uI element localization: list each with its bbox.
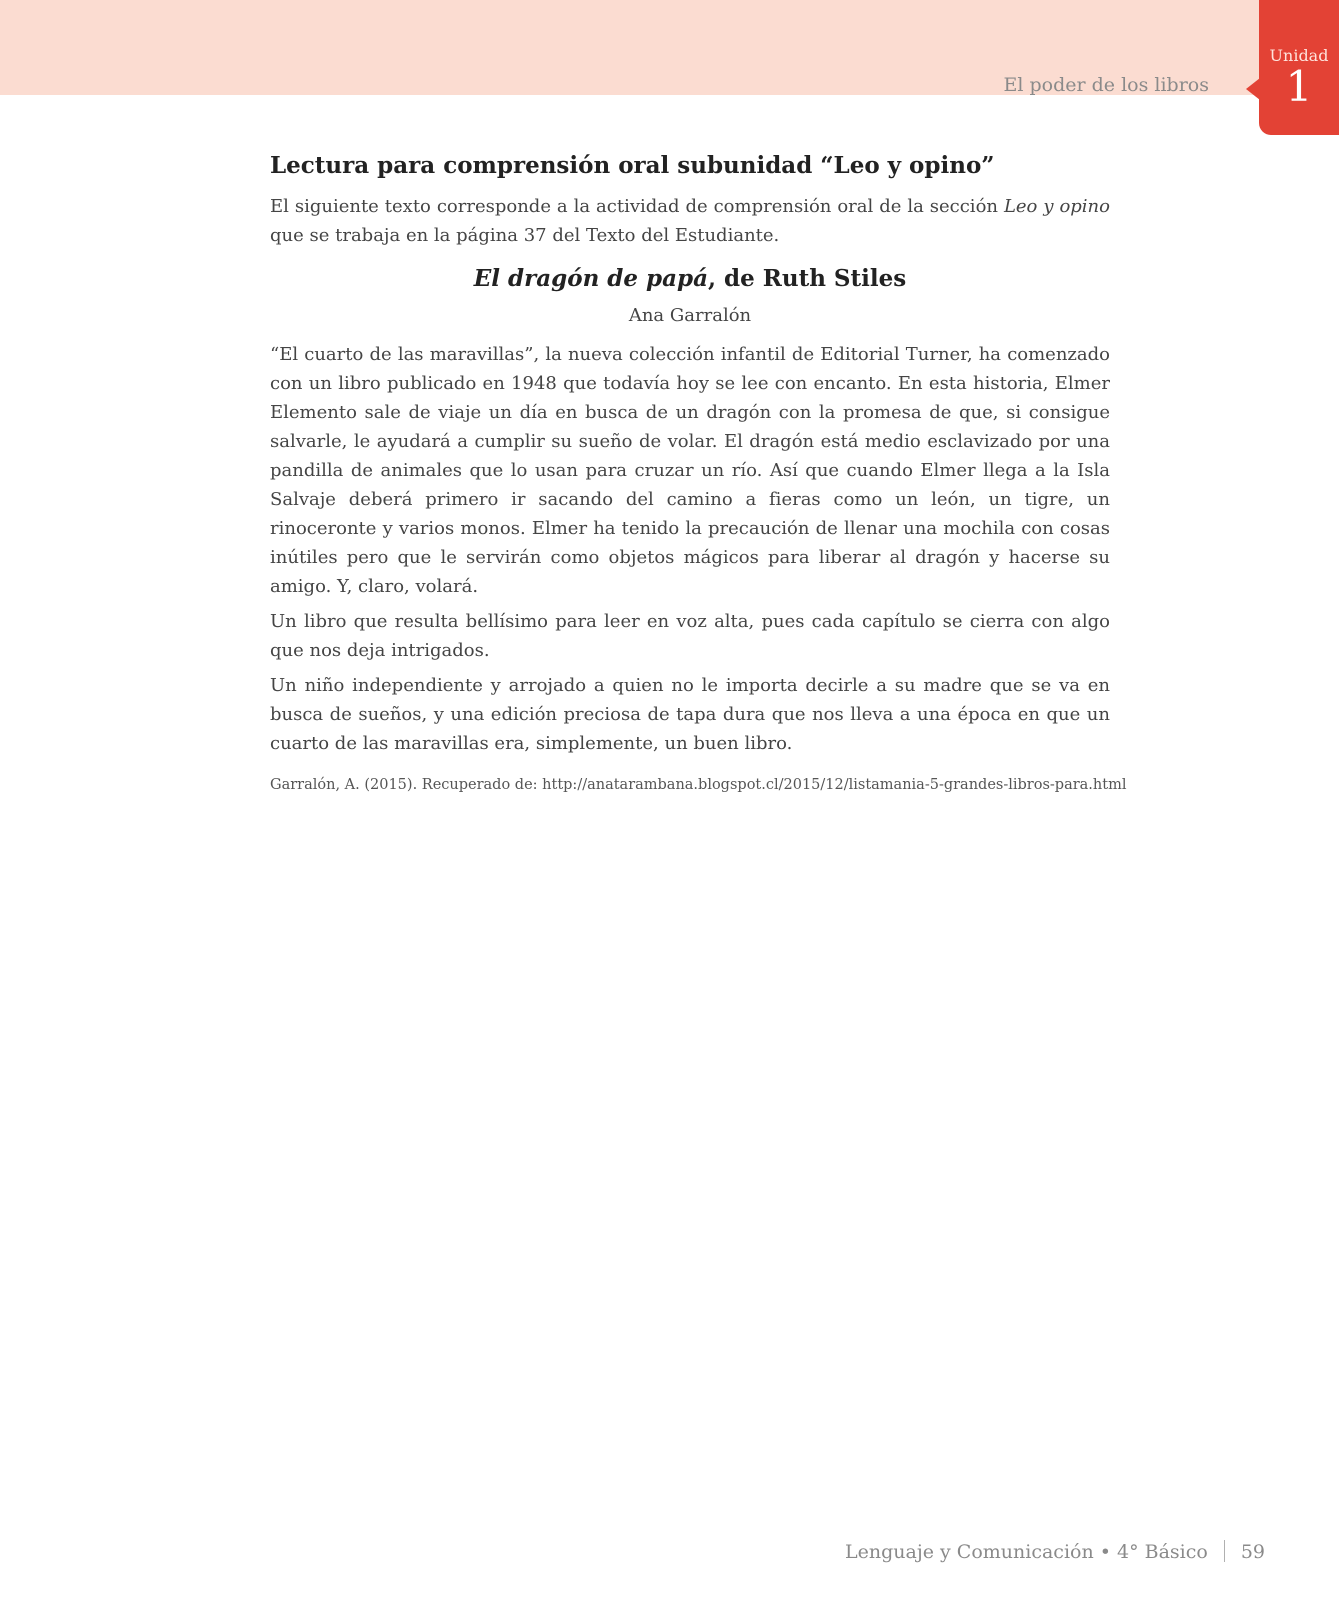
page-number: 59: [1240, 1541, 1265, 1563]
intro-section-name: Leo y opino: [1003, 196, 1110, 217]
footer-subject: Lenguaje y Comunicación • 4° Básico: [845, 1541, 1208, 1563]
unit-tab: [1259, 0, 1339, 135]
section-intro: [270, 192, 1110, 250]
story-title-book: El dragón de papá: [473, 265, 708, 292]
story-title-rest: , de Ruth Stiles: [708, 265, 907, 292]
story-author: Ana Garralón: [628, 305, 752, 326]
source-citation: Garralón, A. (2015). Recuperado de: http://anatarambana.blogspot.cl/2015/12/listamania-5-grandes-libros-para.html: [270, 777, 1127, 793]
footer-divider: [1224, 1540, 1225, 1562]
intro-text-after: que se trabaja en la página 37 del Texto del Estudiante.: [270, 225, 780, 246]
chapter-title: El poder de los libros: [1003, 74, 1209, 96]
story-title: [270, 262, 1110, 296]
story-paragraph-2: Un libro que resulta bellísimo para leer en voz alta, pues cada capítulo se cierra con algo que nos deja intrigados.: [270, 611, 1110, 661]
unit-label: Unidad: [1269, 46, 1329, 65]
page-footer: [845, 1540, 1265, 1563]
story-paragraph-3: Un niño independiente y arrojado a quien no le importa decirle a su madre que se va en busca de sueños, y una edición preciosa de tapa dura que nos lleva a una época en que un cuarto de las maravillas era, simplemente, un buen libro.: [270, 675, 1110, 754]
section-title: Lectura para comprensión oral subunidad “Leo y opino”: [270, 152, 995, 179]
intro-text-before: El siguiente texto corresponde a la actividad de comprensión oral de la sección: [270, 196, 1004, 217]
unit-number: 1: [1285, 62, 1313, 111]
story-paragraph-1: “El cuarto de las maravillas”, la nueva colección infantil de Editorial Turner, ha comenzado con un libro publicado en 1948 que todavía hoy se lee con encanto. En esta historia, Elmer Elemento sale de viaje un día en busca de un dragón con la promesa de que, si consigue salvarle, le ayudará a cumplir su sueño de volar. El dragón está medio esclavizado por una pandilla de animales que lo usan para cruzar un río. Así que cuando Elmer llega a la Isla Salvaje deberá primero ir sacando del camino a fieras como un león, un tigre, un rinoceronte y varios monos. Elmer ha tenido la precaución de llenar una mochila con cosas inútiles pero que le servirán como objetos mágicos para liberar al dragón y hacerse su amigo. Y, claro, volará.: [270, 344, 1110, 597]
unit-tab-pointer: [1246, 78, 1260, 100]
page-content: [270, 150, 1127, 796]
